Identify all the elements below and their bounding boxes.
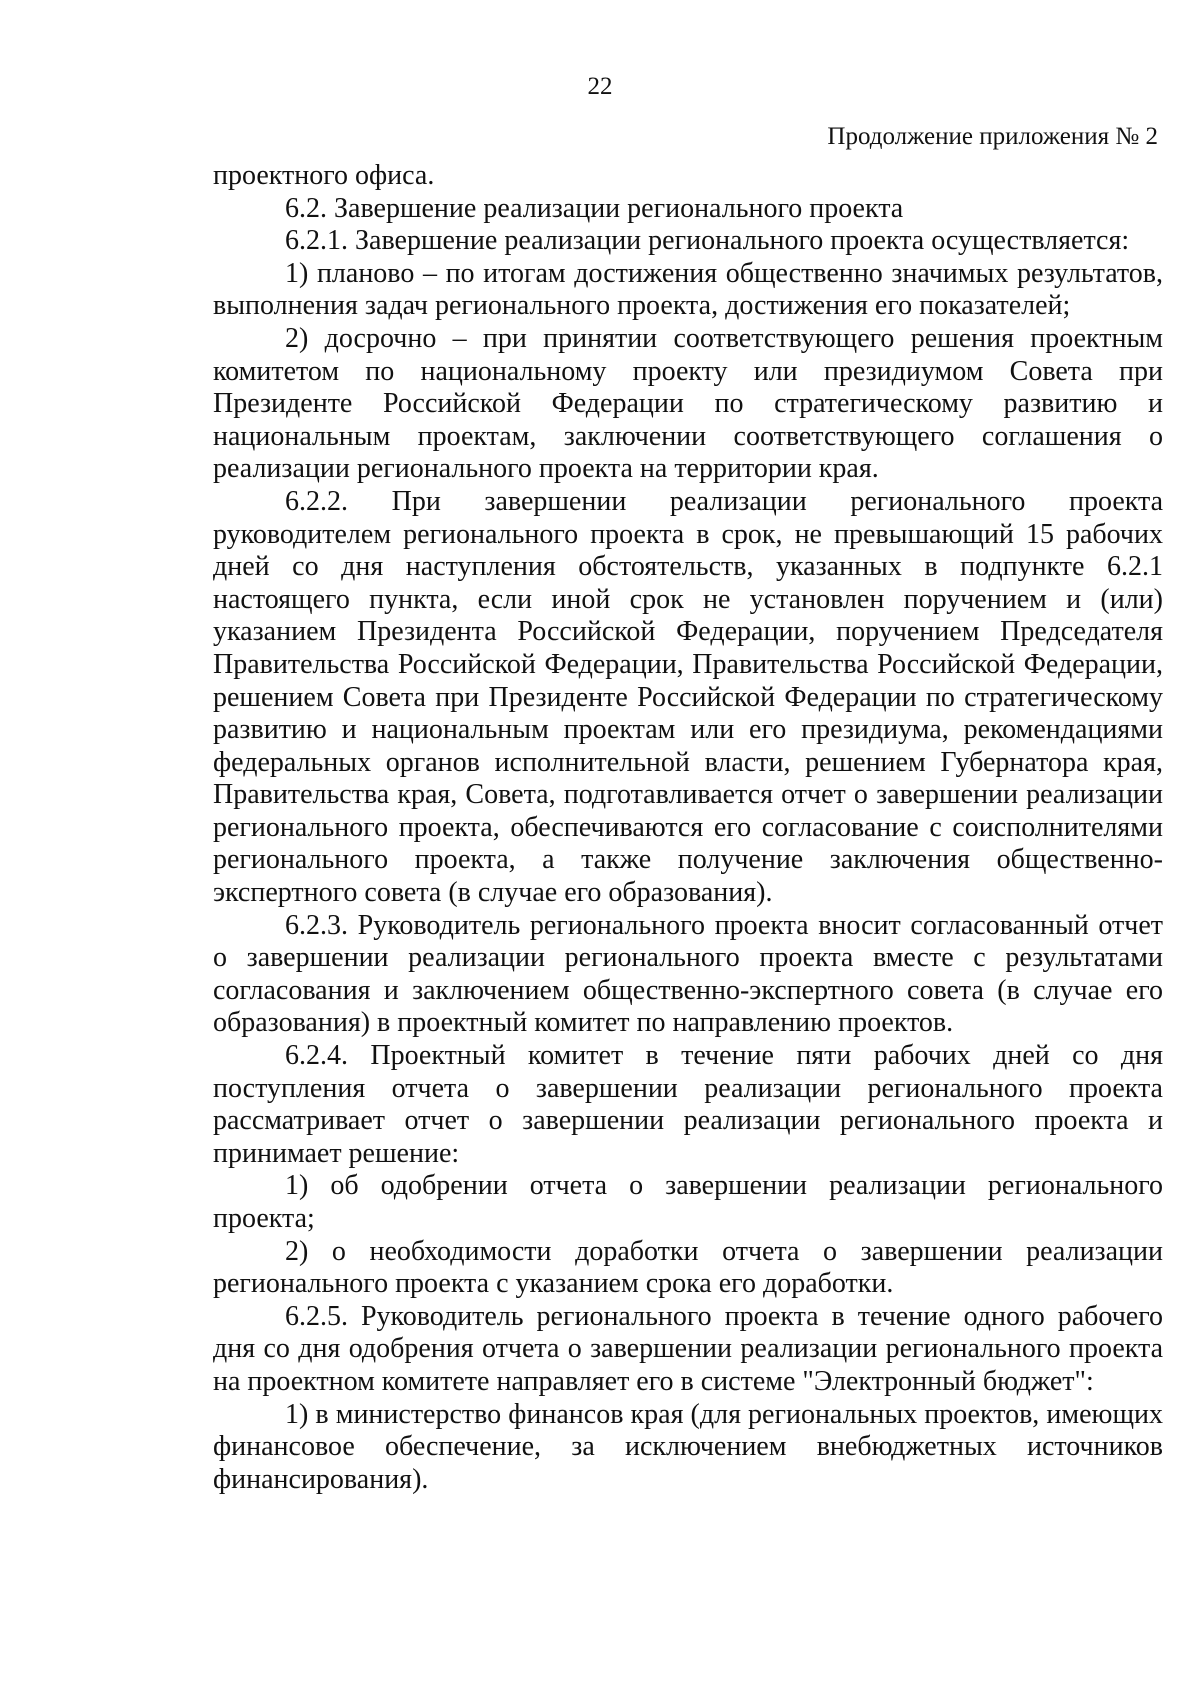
appendix-continuation-note: Продолжение приложения № 2 [827, 123, 1158, 150]
page-number: 22 [587, 73, 613, 100]
list-item-early: 2) досрочно – при принятии соответствующего решения проектным комитетом по национальному проекту или президиумом Совета при Президенте Российской Федерации по стратегическому развитию и национальным проектам, заключении соответствующего соглашения о реализации регионального проекта на территории края. [213, 322, 1163, 485]
list-item-approval: 1) об одобрении отчета о завершении реализации регионального проекта; [213, 1170, 1163, 1234]
list-item-ministry-finance: 1) в министерство финансов края (для региональных проектов, имеющих финансовое обеспечение, за исключением внебюджетных источников финансирования). [213, 1398, 1163, 1495]
list-item-revision: 2) о необходимости доработки отчета о завершении реализации регионального проекта с указанием срока его доработки. [213, 1235, 1163, 1300]
section-heading-6-2: 6.2. Завершение реализации регионального проекта [285, 192, 904, 224]
paragraph-6-2-1: 6.2.1. Завершение реализации регионального проекта осуществляется: [285, 225, 1130, 257]
list-item-planned: 1) планово – по итогам достижения общественно значимых результатов, выполнения задач регионального проекта, достижения его показателей; [213, 257, 1163, 322]
paragraph-continuation: проектного офиса. [213, 160, 435, 191]
paragraph-6-2-3: 6.2.3. Руководитель регионального проекта вносит согласованный отчет о завершении реализации регионального проекта вместе с результатами согласования и заключением общественно-экспертного совета (в случае его образования) в проектный комитет по направлению проектов. [213, 909, 1163, 1039]
paragraph-6-2-4: 6.2.4. Проектный комитет в течение пяти рабочих дней со дня поступления отчета о завершении реализации регионального проекта рассматривает отчет о завершении реализации регионального проекта и принимает решение: [213, 1040, 1163, 1169]
document-body [213, 160, 1163, 1496]
paragraph-6-2-5: 6.2.5. Руководитель регионального проекта в течение одного рабочего дня со дня одобрения отчета о завершении реализации регионального проекта на проектном комитете направляет его в системе "Электронный бюджет": [213, 1300, 1163, 1397]
paragraph-6-2-2: 6.2.2. При завершении реализации регионального проекта руководителем регионального проекта в срок, не превышающий 15 рабочих дней со дня наступления обстоятельств, указанных в подпункте 6.2.1 настоящего пункта, если иной срок не установлен поручением и (или) указанием Президента Российской Федерации, поручением Председателя Правительства Российской Федерации, Правительства Российской Федерации, решением Совета при Президенте Российской Федерации по стратегическому развитию и национальным проектам или его президиума, рекомендациями федеральных органов исполнительной власти, решением Губернатора края, Правительства края, Совета, подготавливается отчет о завершении реализации регионального проекта, обеспечиваются его согласование с соисполнителями регионального проекта, а также получение заключения общественно-экспертного совета (в случае его образования). [213, 485, 1163, 909]
